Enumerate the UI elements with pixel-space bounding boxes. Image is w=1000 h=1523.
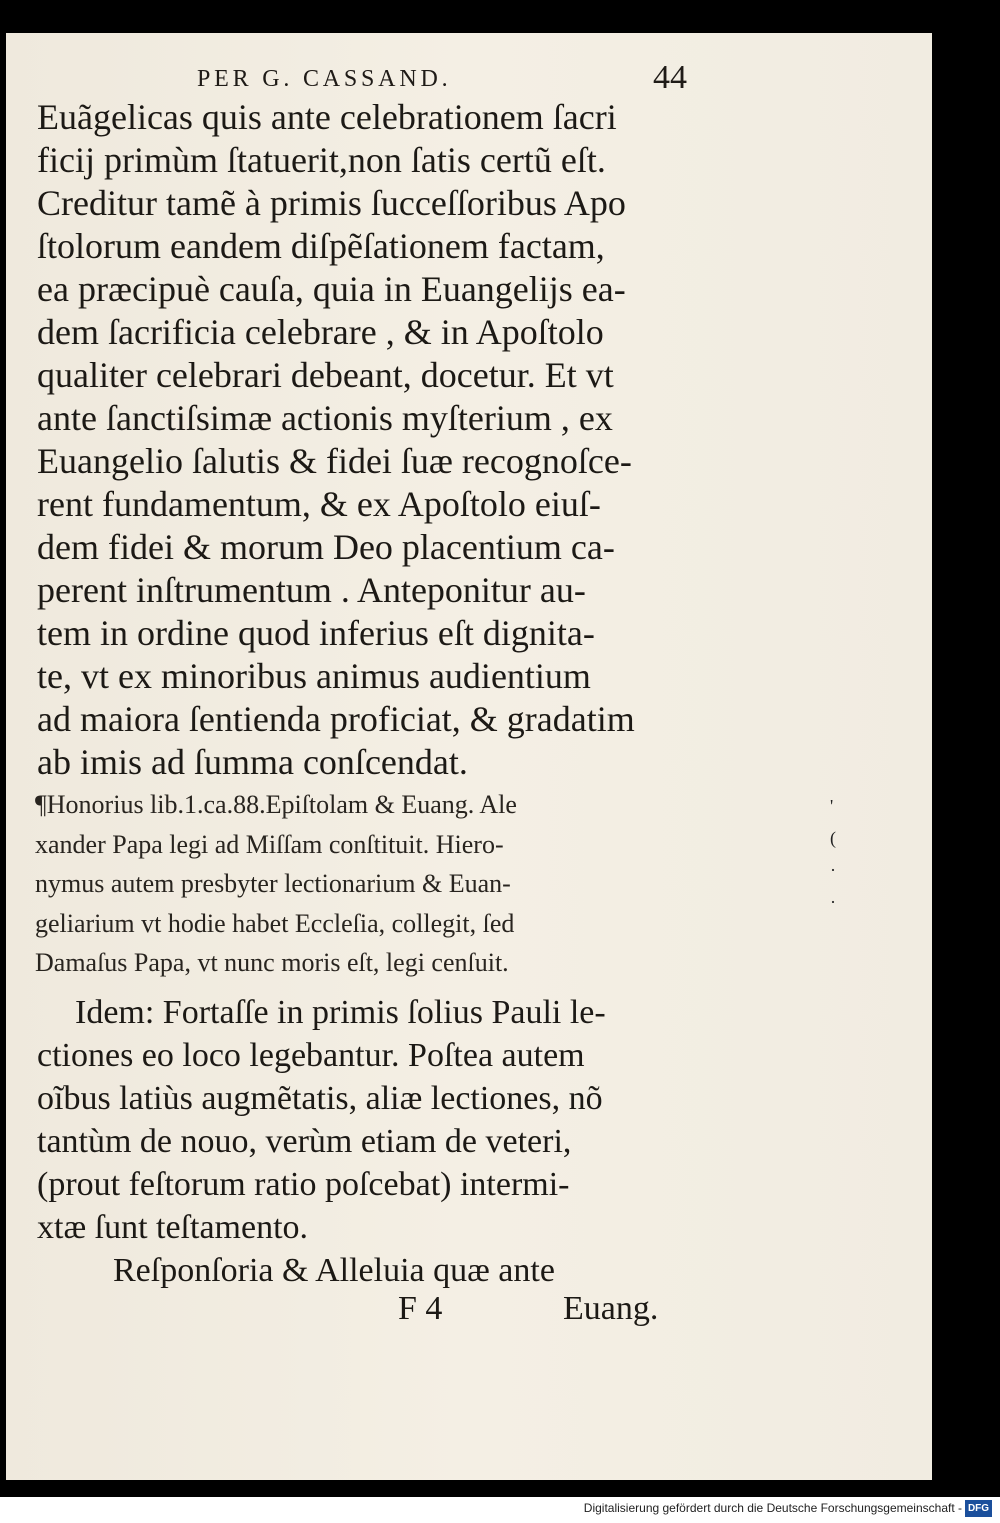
text-line: ab imis ad ſumma conſcendat. bbox=[37, 742, 468, 782]
text-line: Euangelio ſalutis & fidei ſuæ recognoſce- bbox=[37, 441, 632, 481]
marginal-note bbox=[35, 785, 689, 983]
footer-bar bbox=[0, 1497, 1000, 1523]
text-line: perent inſtrumentum . Anteponitur au- bbox=[37, 570, 586, 610]
note-line: geliarium vt hodie habet Eccleſia, collegit, ſed bbox=[35, 908, 515, 938]
text-line: tem in ordine quod inferius eſt dignita- bbox=[37, 613, 595, 653]
note-line: Damaſus Papa, vt nunc moris eſt, legi cenſuit. bbox=[35, 948, 509, 977]
signature-mark: F 4 bbox=[398, 1290, 443, 1327]
text-line: ficij primùm ſtatuerit,non ſatis certũ eſt. bbox=[37, 140, 606, 180]
text-line: Reſponſoria & Alleluia quæ ante bbox=[113, 1252, 555, 1289]
text-line: te, vt ex minoribus animus audientium bbox=[37, 656, 591, 696]
dfg-logo-icon: DFG bbox=[965, 1500, 992, 1517]
text-line: xtæ ſunt teſtamento. bbox=[37, 1209, 309, 1246]
text-line: (prout feſtorum ratio poſcebat) intermi- bbox=[37, 1166, 570, 1203]
text-line: rent fundamentum, & ex Apoſtolo eiuſ- bbox=[37, 484, 601, 524]
text-line: ſtolorum eandem diſpẽſationem factam, bbox=[37, 226, 605, 266]
text-line: tantùm de nouo, verùm etiam de veteri, bbox=[37, 1123, 572, 1160]
text-line: ante ſanctiſsimæ actionis myſterium , ex bbox=[37, 398, 613, 438]
text-line: ctiones eo loco legebantur. Poſtea autem bbox=[37, 1037, 585, 1074]
margin-marks: ' ( · · bbox=[830, 796, 836, 912]
note-line: xander Papa legi ad Miſſam conſtituit. Hiero- bbox=[35, 829, 504, 859]
footer-credit: Digitalisierung gefördert durch die Deutsche Forschungsgemeinschaft - bbox=[583, 1501, 962, 1515]
text-line: ad maiora ſentienda proficiat, & gradatim bbox=[37, 699, 635, 739]
text-line: Idem: Fortaſſe in primis ſolius Pauli le- bbox=[75, 994, 606, 1031]
idem-paragraph bbox=[37, 991, 691, 1292]
catchword: Euang. bbox=[563, 1290, 659, 1327]
text-line: dem fidei & morum Deo placentium ca- bbox=[37, 527, 615, 567]
text-line: qualiter celebrari debeant, docetur. Et vt bbox=[37, 355, 614, 395]
text-line: Creditur tamẽ à primis ſucceſſoribus Apo bbox=[37, 183, 626, 223]
main-paragraph bbox=[37, 96, 691, 784]
note-line: nymus autem presbyter lectionarium & Euan- bbox=[35, 869, 511, 898]
running-head: PER G. CASSAND. bbox=[197, 66, 452, 92]
text-line: dem ſacrificia celebrare , & in Apoſtolo bbox=[37, 312, 604, 352]
text-line: ea præcipuè cauſa, quia in Euangelijs ea- bbox=[37, 269, 626, 309]
page-number: 44 bbox=[653, 59, 687, 96]
text-line: oĩbus latiùs augmẽtatis, aliæ lectiones, nõ bbox=[37, 1080, 603, 1117]
text-line: Euãgelicas quis ante celebrationem ſacri bbox=[37, 97, 617, 137]
note-line: ¶Honorius lib.1.ca.88.Epiſtolam & Euang. Ale bbox=[35, 790, 517, 819]
